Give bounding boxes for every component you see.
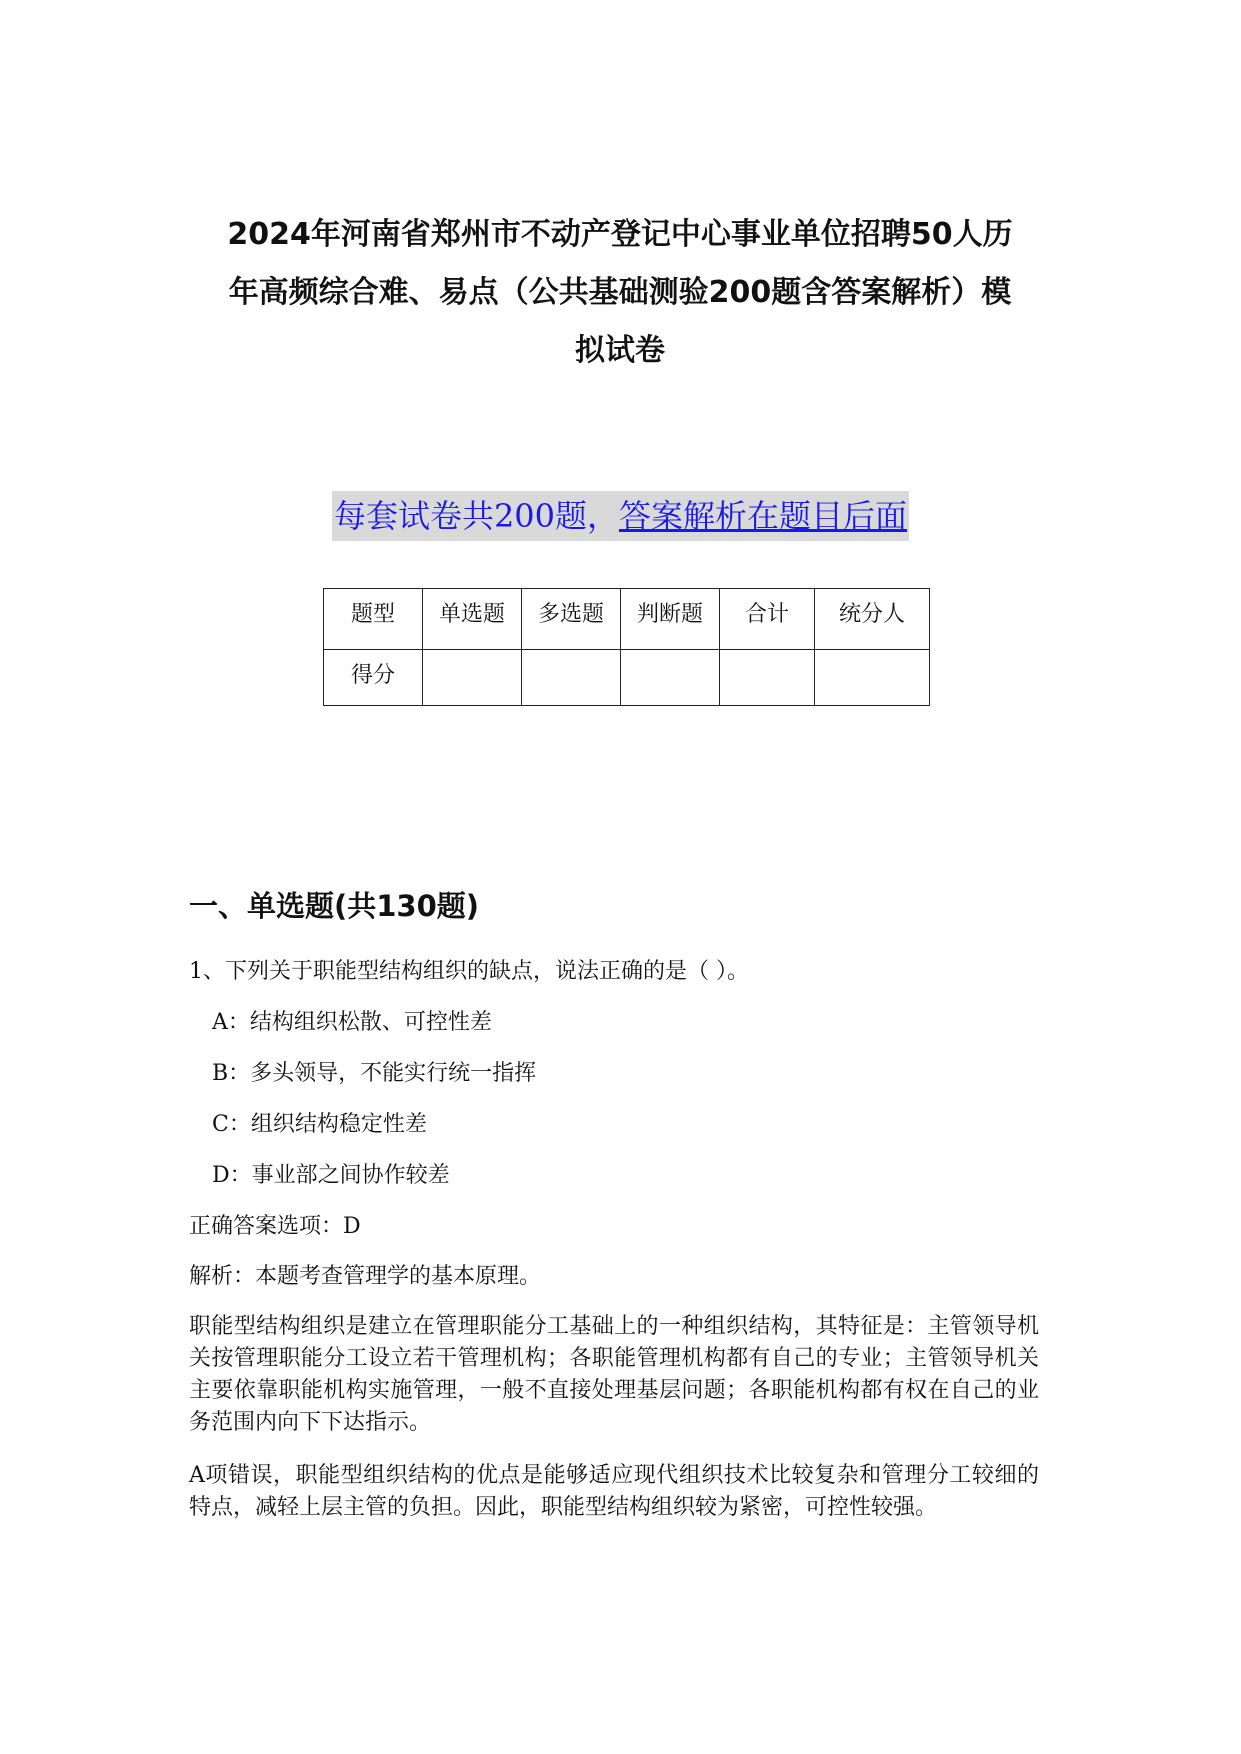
score-cell-total — [720, 650, 815, 706]
section-heading: 一、单选题(共130题) — [189, 889, 480, 923]
header-cell-total: 合计 — [720, 589, 815, 650]
analysis-intro: 解析：本题考查管理学的基本原理。 — [189, 1264, 542, 1289]
option-d: D：事业部之间协作较差 — [212, 1163, 450, 1188]
analysis-paragraph-1: 职能型结构组织是建立在管理职能分工基础上的一种组织结构，其特征是：主管领导机关按管理职能分工设立若干管理机构；各职能管理机构都有自己的专业；主管领导机关主要依靠职能机构实施管理，一般不直接处理基层问题；各职能机构都有权在自己的业务范围内向下下达指示。 — [189, 1314, 1039, 1435]
score-table-header-row — [324, 589, 930, 650]
score-cell-scorer — [815, 650, 930, 706]
subtitle-text: 每套试卷共200题， — [333, 497, 620, 535]
header-cell-single-choice: 单选题 — [423, 589, 522, 650]
score-row-label: 得分 — [324, 650, 423, 706]
header-cell-multiple-choice: 多选题 — [522, 589, 621, 650]
option-b: B：多头领导，不能实行统一指挥 — [212, 1061, 537, 1086]
subtitle-highlight — [332, 491, 909, 541]
header-cell-scorer: 统分人 — [815, 589, 930, 650]
question-stem: 1、下列关于职能型结构组织的缺点，说法正确的是（ ）。 — [189, 959, 749, 984]
score-cell-true-false — [621, 650, 720, 706]
title-line-1: 2024年河南省郑州市不动产登记中心事业单位招聘50人历 — [227, 217, 1013, 252]
score-table-score-row — [324, 650, 930, 706]
header-cell-true-false: 判断题 — [621, 589, 720, 650]
correct-answer: 正确答案选项：D — [189, 1214, 361, 1239]
option-c: C：组织结构稳定性差 — [212, 1112, 427, 1137]
subtitle-banner — [0, 491, 1241, 541]
score-cell-multiple-choice — [522, 650, 621, 706]
score-table — [323, 588, 930, 706]
document-title — [180, 206, 1060, 380]
score-cell-single-choice — [423, 650, 522, 706]
title-line-3: 拟试卷 — [575, 333, 665, 368]
answer-location-link[interactable]: 答案解析在题目后面 — [619, 497, 908, 535]
option-a: A：结构组织松散、可控性差 — [212, 1010, 492, 1035]
title-line-2: 年高频综合难、易点（公共基础测验200题含答案解析）模 — [228, 275, 1012, 310]
analysis-paragraph-2: A项错误，职能型组织结构的优点是能够适应现代组织技术比较复杂和管理分工较细的特点，减轻上层主管的负担。因此，职能型结构组织较为紧密，可控性较强。 — [189, 1463, 1039, 1520]
header-cell-type: 题型 — [324, 589, 423, 650]
